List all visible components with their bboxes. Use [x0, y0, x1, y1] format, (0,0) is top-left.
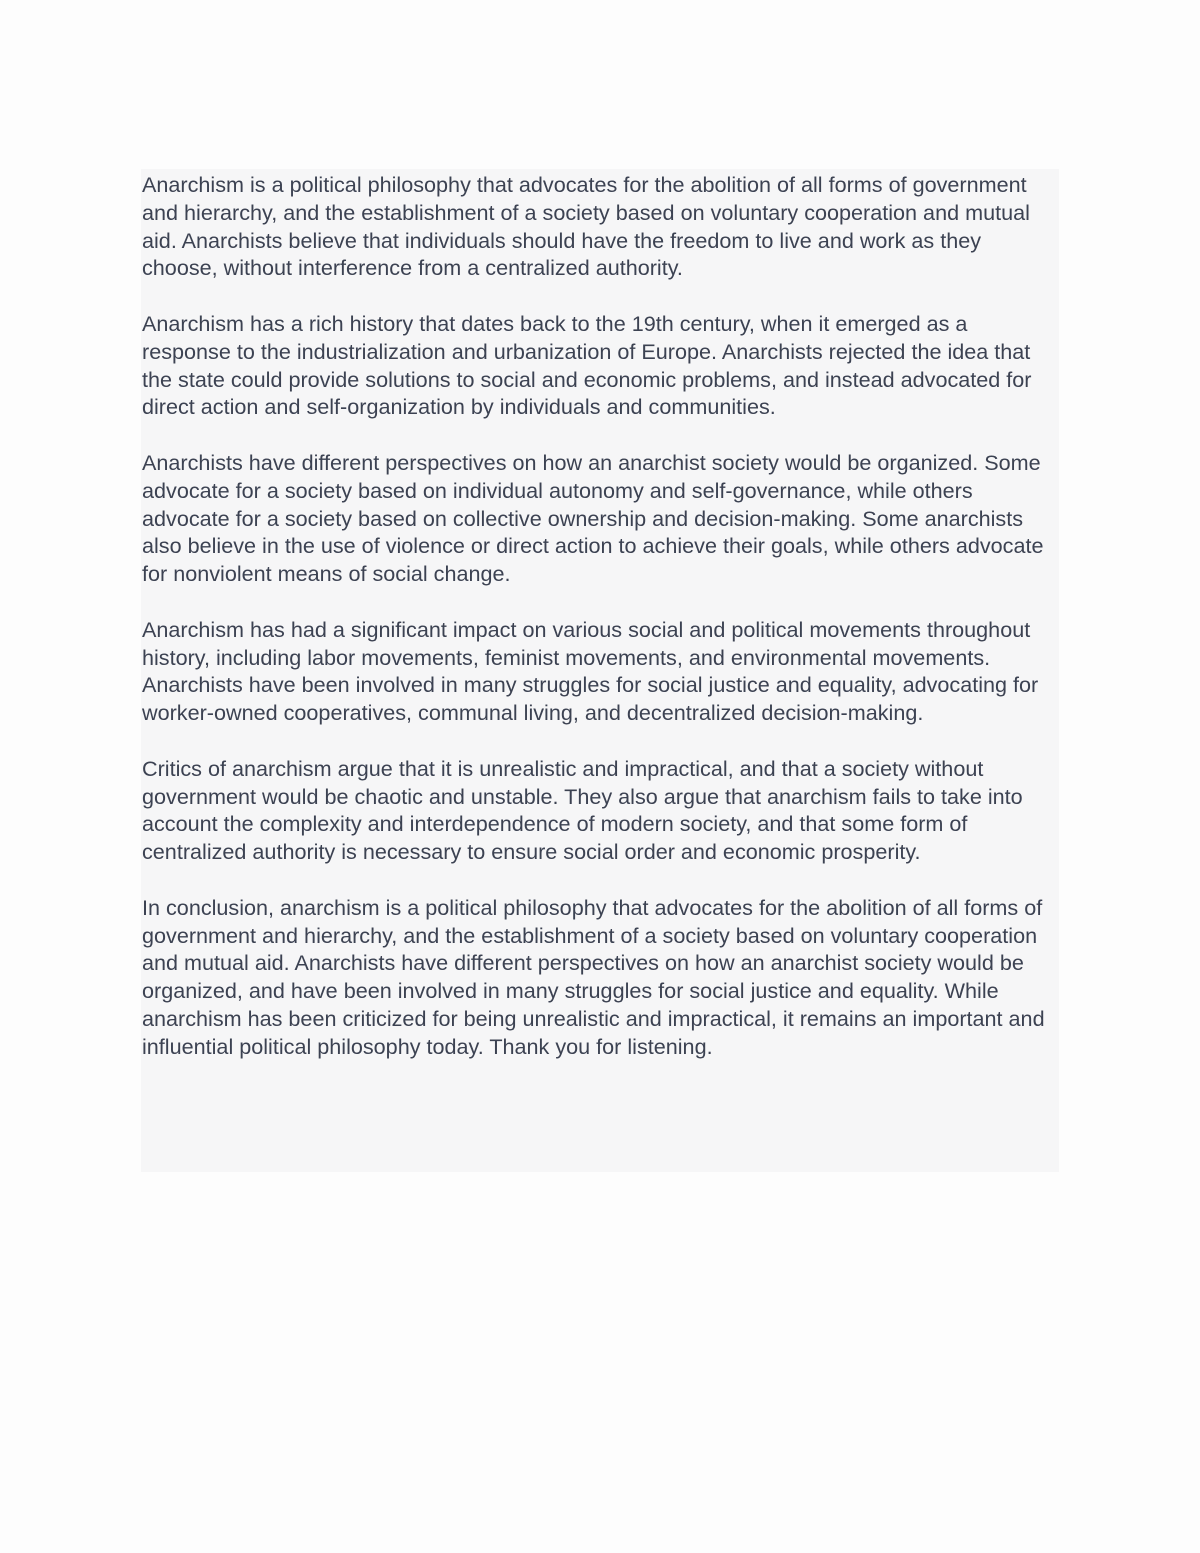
paragraph-impact: Anarchism has had a significant impact on various social and political movements throughout history, including labor movements, feminist movements, and environmental movements. Anarchists have been involved in many struggles for social justice and equality, advocating for worker-owned cooperatives, communal living, and decentralized decision-making. [142, 616, 1039, 726]
paragraph-history: Anarchism has a rich history that dates back to the 19th century, when it emerged as a response to the industrialization and urbanization of Europe. Anarchists rejected the idea that the state could provide solutions to social and economic problems, and instead advocated for direct action and self-organization by individuals and communities. [142, 310, 1032, 420]
paragraph-criticism: Critics of anarchism argue that it is unrealistic and impractical, and that a society without government would be chaotic and unstable. They also argue that anarchism fails to take into account the complexity and interdependence of modern society, and that some form of centralized authority is necessary to ensure social order and economic prosperity. [142, 755, 1023, 865]
paragraph-introduction: Anarchism is a political philosophy that advocates for the abolition of all forms of government and hierarchy, and the establishment of a society based on voluntary cooperation and mutual aid. Anarchists believe that individuals should have the freedom to live and work as they choose, without interference from a centralized authority. [142, 172, 1030, 281]
paragraph-conclusion: In conclusion, anarchism is a political philosophy that advocates for the abolition of all forms of government and hierarchy, and the establishment of a society based on voluntary cooperation and mutual aid. Anarchists have different perspectives on how an anarchist society would be organized, and have been involved in many struggles for social justice and equality. While anarchism has been criticized for being unrealistic and impractical, it remains an important and influential political philosophy today. Thank you for listening. [142, 894, 1045, 1059]
paragraph-perspectives: Anarchists have different perspectives on how an anarchist society would be organized. Some advocate for a society based on individual autonomy and self-governance, while others advocate for a society based on collective ownership and decision-making. Some anarchists also believe in the use of violence or direct action to achieve their goals, while others advocate for nonviolent means of social change. [142, 449, 1044, 587]
essay-text-block [141, 169, 1059, 1172]
